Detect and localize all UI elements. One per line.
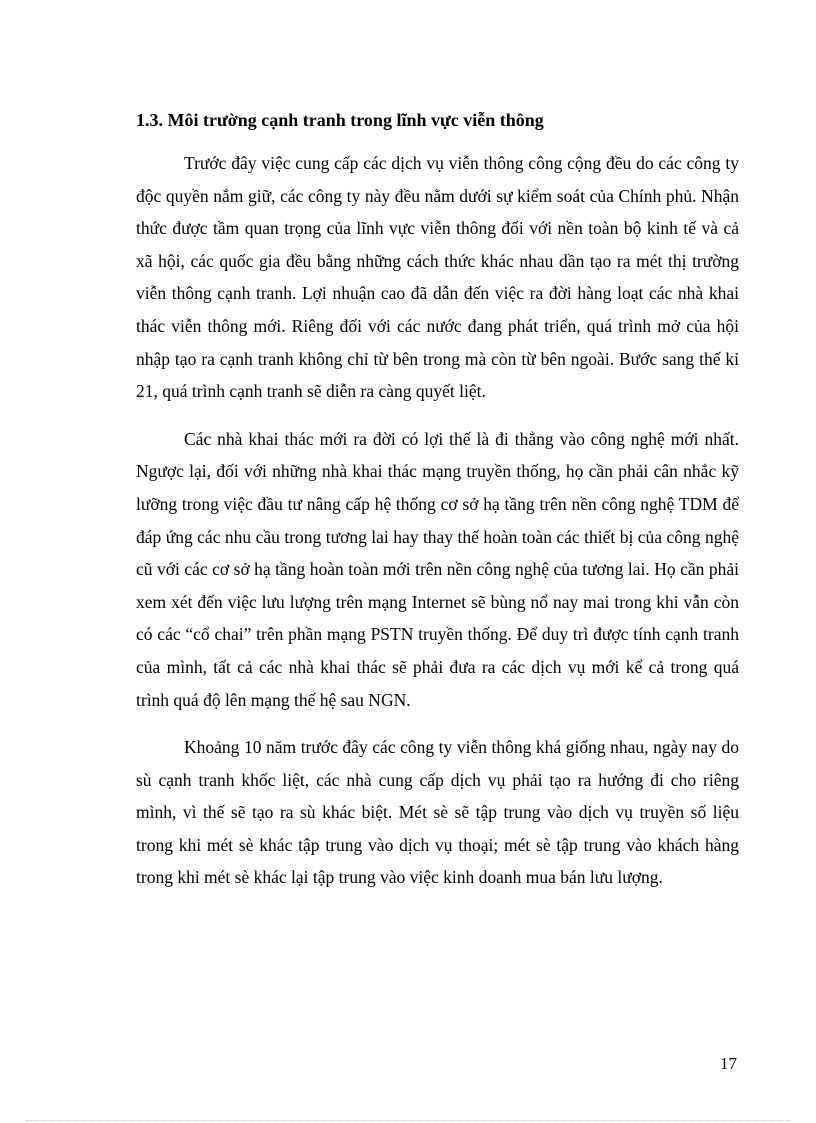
section-body: [136, 147, 739, 894]
section-heading: 1.3. Môi trường cạnh tranh trong lĩnh vực viễn thông: [136, 110, 544, 130]
page-bottom-divider: [26, 1120, 790, 1121]
paragraph-2: Các nhà khai thác mới ra đời có lợi thế là đi thẳng vào công nghệ mới nhất. Ngược lại, đối với những nhà khai thác mạng truyền thống, họ cần phải cân nhắc kỹ lưỡng trong việc đầu tư nâng cấp hệ thống cơ sở hạ tầng trên nền công nghệ TDM để đáp ứng các nhu cầu trong tương lai hay thay thế hoàn toàn các thiết bị của công nghệ cũ với các cơ sở hạ tầng hoàn toàn mới trên nền công nghệ của tương lai. Họ cần phải xem xét đến việc lưu lượng trên mạng Internet sẽ bùng nổ nay mai trong khi vẫn còn có các “cổ chai” trên phần mạng PSTN truyền thống. Để duy trì được tính cạnh tranh của mình, tất cả các nhà khai thác sẽ phải đưa ra các dịch vụ mới kể cả trong quá trình quá độ lên mạng thế hệ sau NGN.: [136, 428, 739, 710]
page-number: 17: [720, 1054, 737, 1073]
paragraph-3: Khoảng 10 năm trước đây các công ty viễn thông khá giống nhau, ngày nay do sù cạnh tranh khốc liệt, các nhà cung cấp dịch vụ phải tạo ra hướng đi cho riêng mình, vì thế sẽ tạo ra sù khác biệt. Mét sè sẽ tập trung vào dịch vụ truyền số liệu trong khi mét sè khác tập trung vào dịch vụ thoại; mét sè tập trung vào khách hàng trong khi mét sè khác lại tập trung vào việc kinh doanh mua bán lưu lượng.: [136, 737, 739, 888]
paragraph-1: Trước đây việc cung cấp các dịch vụ viễn thông công cộng đều do các công ty độc quyền nắm giữ, các công ty này đều nằm dưới sự kiểm soát của Chính phủ. Nhận thức được tầm quan trọng của lĩnh vực viễn thông đối với nền toàn bộ kinh tế và cả xã hội, các quốc gia đều bằng những cách thức khác nhau dần tạo ra mét thị trường viễn thông cạnh tranh. Lợi nhuận cao đã dẫn đến việc ra đời hàng loạt các nhà khai thác viễn thông mới. Riêng đối với các nước đang phát triển, quá trình mở của hội nhập tạo ra cạnh tranh không chỉ từ bên trong mà còn từ bên ngoài. Bước sang thế kỉ 21, quá trình cạnh tranh sẽ diễn ra càng quyết liệt.: [136, 153, 739, 402]
